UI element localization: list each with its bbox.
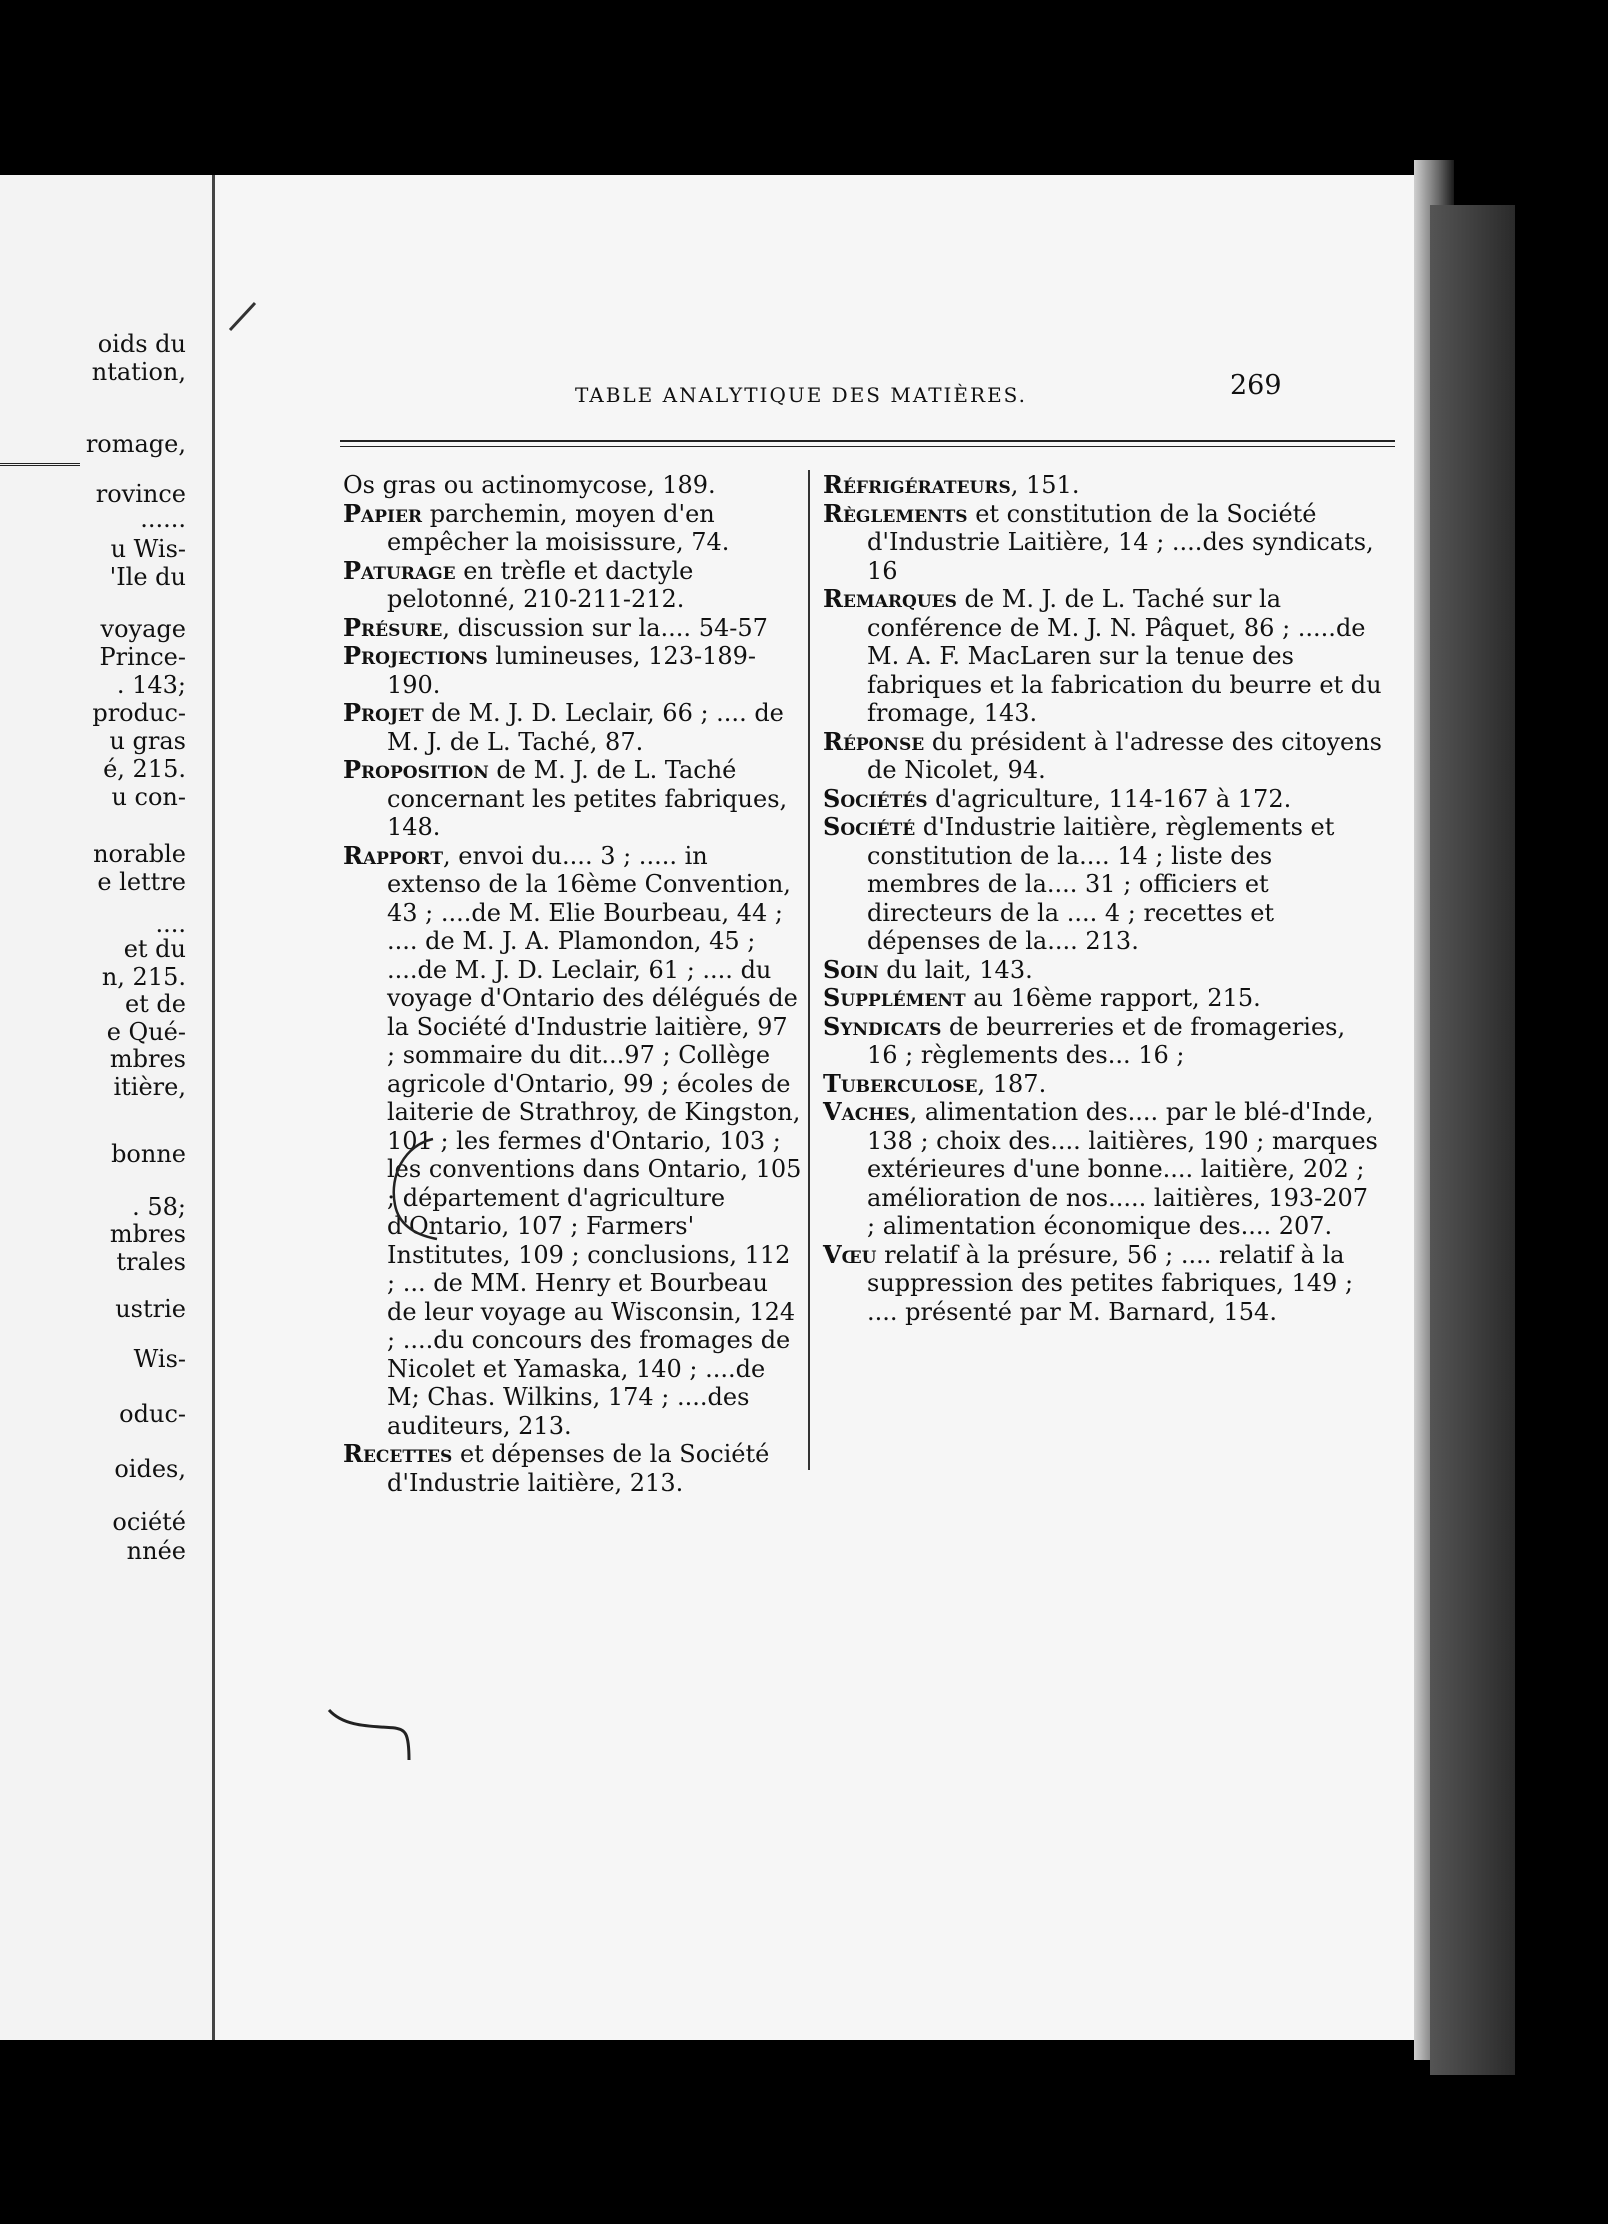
pencil-corner-mark	[325, 1700, 425, 1780]
previous-page-text-fragment: bonne	[111, 1140, 186, 1168]
previous-page-text-fragment: e lettre	[97, 868, 186, 896]
previous-page-text-fragment: u con-	[111, 783, 186, 811]
index-entry	[823, 984, 1383, 1013]
entry-text: lumineuses, 123-189-190.	[387, 642, 756, 699]
entry-text: du lait, 143.	[878, 955, 1033, 984]
index-entry	[343, 1440, 803, 1497]
previous-page-text-fragment: n, 215.	[101, 963, 186, 991]
index-entry	[343, 557, 803, 614]
entry-text: parchemin, moyen d'en empêcher la moisissure, 74.	[387, 499, 730, 556]
index-entry	[343, 614, 803, 643]
entry-text: et dépenses de la Société d'Industrie laitière, 213.	[387, 1440, 770, 1497]
entry-heading: Vaches	[823, 1097, 910, 1126]
entry-text: , envoi du.... 3 ; ..... in extenso de la 16ème Convention, 43 ; ....de M. Elie Bourbeau, 44 ; .... de M. J. A. Plamondon, 45 ; ....de M. J. D. Leclair, 61 ; .... du voyage d'Ontario des délégués de la Société d'Industrie laitière, 97 ; sommaire du dit...97 ; Collège agricole d'Ontario, 99 ; écoles de laiterie de Strathroy, de Kingston, 101 ; les fermes d'Ontario, 103 ; les conventions dans Ontario, 105 ; département d'agriculture d'Ontario, 107 ; Farmers' Institutes, 109 ; conclusions, 112 ; ... de MM. Henry et Bourbeau de leur voyage au Wisconsin, 124 ; ....du concours des fromages de Nicolet et Yamaska, 140 ; ....de M; Chas. Wilkins, 174 ; ....des auditeurs, 213.	[387, 841, 802, 1440]
entry-heading: Vœu	[823, 1239, 877, 1269]
previous-page-text-fragment: Wis-	[133, 1345, 186, 1373]
column-divider	[808, 470, 810, 1470]
index-entry	[343, 500, 803, 557]
header-rule	[340, 440, 1395, 447]
entry-text: en trèfle et dactyle pelotonné, 210-211-212.	[387, 556, 694, 613]
index-entry	[823, 728, 1383, 785]
entry-text: de M. J. de L. Taché concernant les petites fabriques, 148.	[387, 756, 788, 841]
previous-page-text-fragment: romage,	[85, 430, 186, 458]
index-entry	[343, 699, 803, 756]
previous-page-text-fragment: rovince	[95, 480, 186, 508]
previous-page-text-fragment: u Wis-	[110, 535, 186, 563]
previous-page-text-fragment: ociété	[112, 1508, 186, 1536]
previous-page-text-fragment: et du	[123, 935, 186, 963]
entry-heading: Paturage	[343, 555, 456, 585]
entry-text: , 187.	[977, 1069, 1047, 1098]
entry-heading: Rapport	[343, 840, 443, 870]
index-entry	[343, 756, 803, 842]
entry-text: de M. J. de L. Taché sur la conférence de M. J. N. Pâquet, 86 ; .....de M. A. F. MacLaren sur la tenue des fabriques et la fabrication du beurre et du fromage, 143.	[867, 585, 1382, 727]
entry-heading: Soin	[823, 954, 879, 984]
previous-page-text-fragment: oids du	[97, 330, 186, 358]
index-entry	[823, 471, 1383, 500]
entry-text: de beurreries et de fromageries, 16 ; règlements des... 16 ;	[867, 1012, 1346, 1069]
entry-heading: Réfrigérateurs	[823, 470, 1011, 499]
previous-page-text-fragment: . 143;	[116, 671, 186, 699]
index-entry	[823, 785, 1383, 814]
previous-page-text-fragment: é, 215.	[103, 755, 186, 783]
entry-text: , discussion sur la.... 54-57	[442, 613, 768, 642]
index-entry	[823, 585, 1383, 728]
previous-page-text-fragment: ....	[155, 910, 186, 938]
index-entry	[823, 1070, 1383, 1099]
entry-heading: Supplément	[823, 983, 966, 1012]
previous-page-text-fragment: u gras	[109, 727, 186, 755]
entry-text: et constitution de la Société d'Industrie Laitière, 14 ; ....des syndicats, 16	[867, 499, 1374, 585]
entry-heading: Présure	[343, 612, 443, 642]
previous-page-text-fragment: nnée	[126, 1537, 186, 1565]
entry-text: d'agriculture, 114-167 à 172.	[927, 784, 1292, 813]
previous-page-edge	[0, 175, 212, 2040]
index-entry	[823, 1241, 1383, 1327]
index-column-right	[823, 471, 1383, 1326]
index-entry	[823, 1013, 1383, 1070]
entry-heading: Projections	[343, 641, 488, 670]
previous-page-rule	[0, 463, 80, 470]
previous-page-text-fragment: ......	[140, 505, 186, 533]
previous-page-text-fragment: ntation,	[91, 358, 186, 386]
pencil-bracket-mark	[385, 1135, 445, 1245]
previous-page-text-fragment: trales	[116, 1248, 186, 1276]
binding-shadow	[1430, 205, 1515, 2075]
entry-text: du président à l'adresse des citoyens de Nicolet, 94.	[867, 727, 1382, 784]
entry-heading: Tuberculose	[823, 1068, 978, 1098]
previous-page-text-fragment: mbres	[109, 1045, 186, 1073]
entry-text: de M. J. D. Leclair, 66 ; .... de M. J. de L. Taché, 87.	[387, 699, 784, 756]
entry-text: d'Industrie laitière, règlements et constitution de la.... 14 ; liste des membres de la.... 31 ; officiers et directeurs de la .... 4 ; recettes et dépenses de la.... 213.	[867, 813, 1335, 955]
entry-heading: Recettes	[343, 1439, 453, 1468]
previous-page-text-fragment: Prince-	[99, 643, 186, 671]
entry-heading: Proposition	[343, 755, 489, 784]
previous-page-text-fragment: voyage	[100, 615, 186, 643]
index-entry	[343, 471, 803, 500]
index-column-left	[343, 471, 803, 1497]
entry-heading: Remarques	[823, 584, 957, 613]
pencil-stroke-mark	[225, 295, 265, 335]
running-title: TABLE ANALYTIQUE DES MATIÈRES.	[575, 383, 1028, 407]
previous-page-text-fragment: ustrie	[115, 1295, 186, 1323]
index-page	[212, 175, 1417, 2040]
index-entry	[823, 956, 1383, 985]
previous-page-text-fragment: . 58;	[132, 1193, 186, 1221]
entry-heading: Société	[823, 812, 916, 841]
entry-heading: Papier	[343, 498, 423, 528]
previous-page-text-fragment: produc-	[92, 699, 186, 727]
entry-heading: Réponse	[823, 726, 925, 756]
entry-heading: Syndicats	[823, 1011, 942, 1041]
index-entry	[823, 813, 1383, 956]
previous-page-text-fragment: et de	[124, 990, 186, 1018]
index-entry	[343, 642, 803, 699]
entry-text: au 16ème rapport, 215.	[965, 984, 1261, 1012]
previous-page-text-fragment: e Qué-	[106, 1018, 186, 1046]
entry-text: Os gras ou actinomycose, 189.	[343, 471, 716, 499]
previous-page-text-fragment: norable	[93, 840, 186, 868]
entry-text: , 151.	[1010, 471, 1080, 499]
previous-page-text-fragment: 'Ile du	[109, 563, 186, 591]
index-entry	[823, 500, 1383, 586]
entry-heading: Règlements	[823, 498, 968, 528]
entry-heading: Sociétés	[823, 783, 928, 813]
entry-text: relatif à la présure, 56 ; .... relatif à la suppression des petites fabriques, 149 ; .... présenté par M. Barnard, 154.	[867, 1240, 1354, 1326]
page-number: 269	[1230, 370, 1282, 401]
previous-page-text-fragment: itière,	[113, 1073, 186, 1101]
previous-page-text-fragment: oides,	[114, 1455, 186, 1483]
index-entry	[823, 1098, 1383, 1241]
entry-text: , alimentation des.... par le blé-d'Inde, 138 ; choix des.... laitières, 190 ; marques extérieures d'une bonne.... laitière, 202 ; amélioration de nos..... laitières, 193-207 ; alimentation économique des.... 207.	[867, 1098, 1378, 1240]
previous-page-text-fragment: oduc-	[119, 1400, 186, 1428]
entry-heading: Projet	[343, 698, 424, 727]
previous-page-text-fragment: mbres	[109, 1220, 186, 1248]
